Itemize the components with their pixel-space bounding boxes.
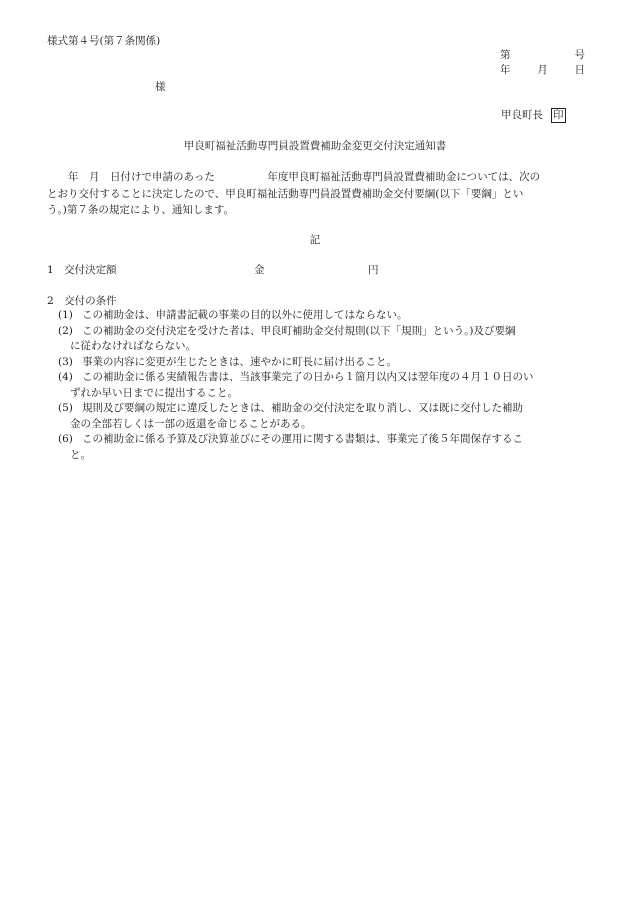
condition-text: 規則及び要綱の規定に違反したときは、補助金の交付決定を取り消し、又は既に交付した補助	[82, 402, 523, 414]
body-line: 年 月 日付けで申請のあった 年度甲良町福祉活動専門員設置費補助金については、次の	[68, 171, 541, 183]
issuer-title: 甲良町長	[501, 109, 543, 121]
condition-text: この補助金に係る実績報告書は、当該事業完了の日から１箇月以内又は翌年度の４月１０日のい	[82, 371, 534, 383]
condition-item	[58, 432, 588, 463]
conditions-list	[58, 308, 588, 463]
condition-text: に従わなければならない。	[70, 340, 196, 352]
date-month: 月	[537, 64, 548, 76]
condition-number: (6)	[58, 433, 73, 445]
issue-date	[500, 62, 585, 77]
condition-number: (5)	[58, 402, 73, 414]
condition-text: 事業の内容に変更が生じたときは、速やかに町長に届け出ること。	[82, 355, 397, 368]
grant-amount-label: 1 交付決定額	[47, 264, 117, 276]
condition-item	[58, 324, 588, 355]
condition-text: この補助金は、申請書記載の事業の目的以外に使用してはならない。	[82, 309, 408, 321]
document-number-dai: 第	[500, 49, 511, 61]
date-day: 日	[574, 64, 585, 76]
condition-text: この補助金の交付決定を受けた者は、甲良町補助金交付規則(以下「規則」という。)及び要綱	[82, 324, 516, 337]
form-number: 様式第４号(第７条関係)	[47, 35, 161, 47]
condition-number: (3)	[58, 355, 73, 368]
document-number-date	[500, 47, 585, 77]
ki-heading: 記	[309, 234, 321, 246]
document-title: 甲良町福祉活動専門員設置費補助金変更交付決定通知書	[183, 140, 447, 152]
condition-number: (2)	[58, 324, 73, 337]
grant-amount-kin: 金	[254, 264, 265, 276]
issuer	[501, 107, 566, 123]
condition-item	[58, 308, 588, 324]
condition-text: 金の全部若しくは一部の返還を命じることがある。	[70, 417, 312, 430]
condition-item	[58, 401, 588, 432]
condition-text: ずれか早い日までに提出すること。	[70, 386, 238, 399]
condition-item	[58, 370, 588, 401]
document-number	[500, 47, 585, 62]
conditions-heading: 2 交付の条件	[47, 295, 117, 307]
condition-text: この補助金に係る予算及び決算並びにその運用に関する書類は、事業完了後５年間保存するこ	[82, 433, 523, 445]
date-year: 年	[500, 64, 511, 76]
body-line: う。)第７条の規定により、通知します。	[47, 204, 235, 216]
condition-item	[58, 355, 588, 371]
body-line: とおり交付することに決定したので、甲良町福祉活動専門員設置費補助金交付要綱(以下「要綱」とい	[47, 187, 524, 200]
grant-amount-row	[47, 262, 379, 277]
condition-number: (1)	[58, 309, 73, 321]
seal-mark: 印	[553, 109, 564, 121]
document-number-go: 号	[574, 49, 585, 61]
body-paragraph	[47, 169, 587, 219]
condition-text: と。	[70, 448, 91, 461]
grant-amount-yen: 円	[368, 264, 379, 276]
condition-number: (4)	[58, 371, 73, 383]
addressee: 様	[155, 81, 166, 93]
